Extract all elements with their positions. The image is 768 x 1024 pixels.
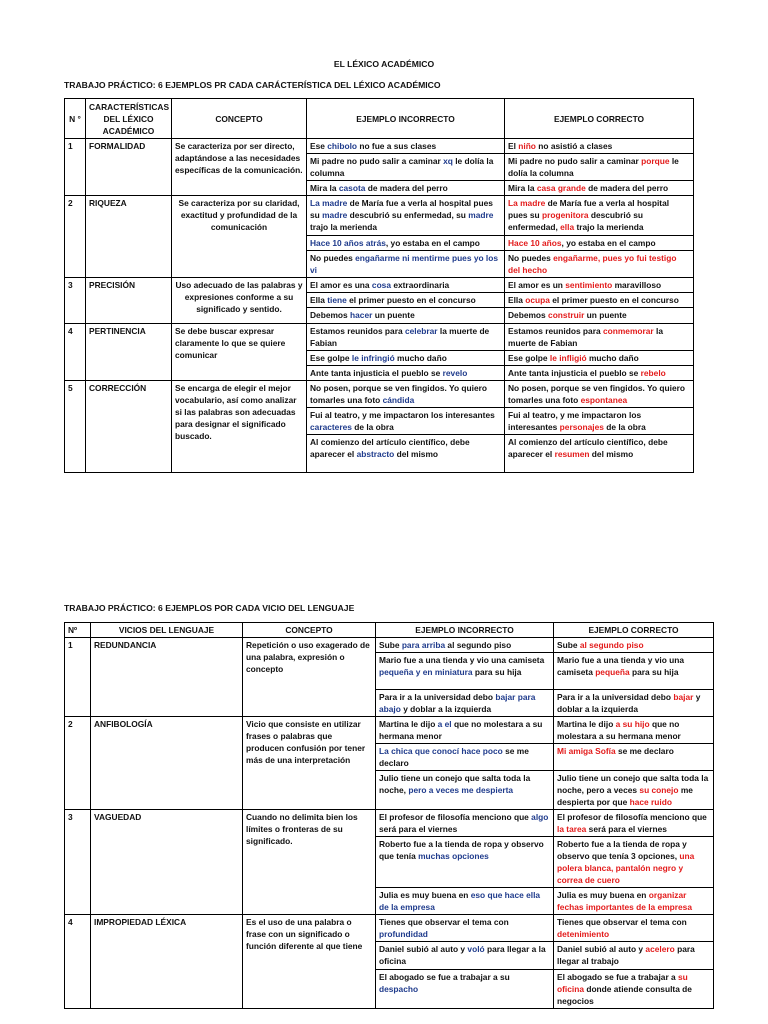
table2-title: TRABAJO PRÁCTICO: 6 EJEMPLOS POR CADA VICIO DEL LENGUAJE: [64, 603, 355, 613]
highlight-incorrect: hacer: [350, 310, 373, 320]
incorrect-example-cell: [307, 408, 505, 435]
text-segment: El profesor de filosofía menciono que: [379, 812, 532, 822]
text-segment: del mismo: [394, 449, 439, 459]
highlight-correct: Mi amiga Sofía: [557, 746, 616, 756]
text-segment: mucho daño: [394, 353, 447, 363]
highlight-incorrect: celebrar: [404, 326, 438, 336]
incorrect-example-cell: [307, 278, 505, 293]
text-segment: Ella: [508, 295, 526, 305]
incorrect-example-cell: [307, 251, 505, 278]
text-segment: para su hija: [629, 667, 679, 677]
text-segment: al segundo piso: [445, 640, 512, 650]
text-segment: de madera del perro: [365, 183, 448, 193]
concept-cell: Cuando no delimita bien los límites o fronteras de su significado.: [243, 810, 376, 915]
highlight-incorrect: madre: [468, 210, 494, 220]
text-segment: El abogado se fue a trabajar a su: [379, 972, 510, 982]
text-segment: Martina le dijo: [557, 719, 616, 729]
concept-cell: Uso adecuado de las palabras y expresiones conforme a su significado y sentido.: [172, 278, 307, 324]
text-segment: Mira la: [508, 183, 537, 193]
correct-example-cell: [554, 837, 714, 888]
header-correct-example: EJEMPLO CORRECTO: [505, 99, 694, 139]
concept-cell: Se encarga de elegir el mejor vocabulario, así como analizar si las palabras son adecuadas para designar el significado buscado.: [172, 381, 307, 473]
text-segment: donde atiende consulta de negocios: [557, 984, 692, 1006]
incorrect-example-cell: [376, 942, 554, 970]
text-segment: Sube: [379, 640, 402, 650]
text-segment: de la obra: [603, 422, 646, 432]
highlight-correct: rebelo: [640, 368, 666, 378]
correct-example-cell: [505, 381, 694, 408]
correct-example-cell: [505, 154, 694, 181]
highlight-correct: ella: [560, 222, 575, 232]
highlight-incorrect: muchas opciones: [418, 851, 489, 861]
text-segment: , yo estaba en el campo: [561, 238, 656, 248]
text-segment: el primer puesto en el concurso: [346, 295, 476, 305]
vicios-table: [64, 622, 714, 1009]
incorrect-example-cell: [307, 293, 505, 308]
highlight-correct: Hace 10 años: [508, 238, 562, 248]
table-row: [65, 139, 694, 154]
highlight-incorrect: revelo: [442, 368, 468, 378]
text-segment: , yo estaba en el campo: [385, 238, 480, 248]
concept-cell: Se caracteriza por su claridad, exactitud y profundidad de la comunicación: [172, 196, 307, 278]
table-row: [65, 381, 694, 408]
highlight-correct: porque: [641, 156, 670, 166]
highlight-correct: espontanea: [580, 395, 628, 405]
highlight-incorrect: algo: [531, 812, 549, 822]
text-segment: Estamos reunidos para: [508, 326, 603, 336]
text-segment: un puente: [584, 310, 627, 320]
text-segment: Ante tanta injusticia el pueblo se: [508, 368, 641, 378]
correct-example-cell: [505, 278, 694, 293]
row-number: 3: [65, 810, 91, 915]
text-segment: la muerte de Fabian: [508, 326, 663, 348]
highlight-incorrect: pequeña y en miniatura: [379, 667, 473, 677]
text-segment: Mi padre no pudo salir a caminar: [508, 156, 642, 166]
text-segment: Estamos reunidos para: [310, 326, 405, 336]
text-segment: Ante tanta injusticia el pueblo se: [310, 368, 443, 378]
text-segment: El: [508, 141, 519, 151]
correct-example-cell: [505, 236, 694, 251]
correct-example-cell: [505, 324, 694, 351]
characteristic-name: PRECISIÓN: [86, 278, 172, 324]
concept-cell: Es el uso de una palabra o frase con un significado o función diferente al que tiene: [243, 915, 376, 1009]
text-segment: mucho daño: [586, 353, 639, 363]
highlight-correct: pequeña: [595, 667, 630, 677]
text-segment: Debemos: [310, 310, 351, 320]
text-segment: Tienes que observar el tema con: [557, 917, 687, 927]
table-row: [65, 915, 714, 942]
highlight-correct: acelero: [645, 944, 675, 954]
highlight-incorrect: voló: [467, 944, 485, 954]
highlight-incorrect: casota: [338, 183, 366, 193]
text-segment: Debemos: [508, 310, 549, 320]
correct-example-cell: [554, 942, 714, 970]
highlight-correct: su oficina: [557, 972, 688, 994]
text-segment: Julio tiene un conejo que salta toda la noche, pero a veces: [557, 773, 709, 795]
correct-example-cell: [554, 771, 714, 810]
text-segment: Mira la: [310, 183, 339, 193]
text-segment: Ella: [310, 295, 328, 305]
incorrect-example-cell: [307, 381, 505, 408]
text-segment: Mi padre no pudo salir a caminar: [310, 156, 444, 166]
highlight-correct: la tarea: [557, 824, 587, 834]
table-row: [65, 196, 694, 236]
text-segment: trajo la merienda: [574, 222, 644, 232]
text-segment: Julio tiene un conejo que salta toda la noche,: [379, 773, 531, 795]
text-segment: de madera del perro: [585, 183, 669, 193]
highlight-correct: engañarme, pues yo fui testigo del hecho: [508, 253, 677, 275]
correct-example-cell: [505, 435, 694, 473]
text-segment: Al comienzo del artículo científico, debe aparecer el: [310, 437, 470, 459]
text-segment: y doblar a la izquierda: [400, 704, 492, 714]
highlight-correct: le infligió: [549, 353, 587, 363]
incorrect-example-cell: [307, 181, 505, 196]
highlight-incorrect: cosa: [371, 280, 391, 290]
incorrect-example-cell: [376, 810, 554, 837]
text-segment: El abogado se fue a trabajar a: [557, 972, 679, 982]
characteristic-name: FORMALIDAD: [86, 139, 172, 196]
row-number: 1: [65, 139, 86, 196]
header-characteristics: CARACTERÍSTICAS DEL LÉXICO ACADÉMICO: [86, 99, 172, 139]
correct-example-cell: [554, 915, 714, 942]
text-segment: Tienes que observar el tema con: [379, 917, 509, 927]
highlight-incorrect: a el: [437, 719, 452, 729]
incorrect-example-cell: [376, 744, 554, 771]
header-correct-example: EJEMPLO CORRECTO: [554, 623, 714, 638]
text-segment: Martina le dijo: [379, 719, 438, 729]
header-incorrect-example: EJEMPLO INCORRECTO: [376, 623, 554, 638]
correct-example-cell: [505, 196, 694, 236]
correct-example-cell: [505, 408, 694, 435]
correct-example-cell: [505, 181, 694, 196]
text-segment: será para el viernes: [586, 824, 667, 834]
incorrect-example-cell: [307, 366, 505, 381]
header-vices: VICIOS DEL LENGUAJE: [91, 623, 243, 638]
text-segment: descubrió su enfermedad,: [508, 210, 643, 232]
text-segment: maravilloso: [612, 280, 662, 290]
correct-example-cell: [554, 653, 714, 690]
text-segment: Para ir a la universidad debo: [557, 692, 674, 702]
header-num: Nº: [65, 623, 91, 638]
text-segment: será para el viernes: [379, 824, 458, 834]
correct-example-cell: [505, 351, 694, 366]
highlight-correct: a su hijo: [615, 719, 650, 729]
lexico-table: [64, 98, 694, 473]
table-row: [65, 717, 714, 744]
incorrect-example-cell: [307, 154, 505, 181]
row-number: 2: [65, 717, 91, 810]
text-segment: Ese golpe: [508, 353, 550, 363]
text-segment: El amor es un: [508, 280, 566, 290]
correct-example-cell: [554, 744, 714, 771]
characteristic-name: CORRECCIÓN: [86, 381, 172, 473]
vice-name: ANFIBOLOGÍA: [91, 717, 243, 810]
text-segment: Al comienzo del artículo científico, debe aparecer el: [508, 437, 668, 459]
text-segment: Mario fue a una tienda y vio una camiseta: [379, 655, 545, 665]
text-segment: de María fue a verla al hospital pues su: [508, 198, 670, 220]
highlight-incorrect: La madre: [310, 198, 348, 208]
text-segment: extraordinaria: [391, 280, 450, 290]
row-number: 1: [65, 638, 91, 717]
highlight-incorrect: le infringió: [351, 353, 395, 363]
highlight-correct: organizar fechas importantes de la empresa: [557, 890, 692, 912]
highlight-incorrect: caracteres: [310, 422, 352, 432]
text-segment: le dolía la columna: [508, 156, 679, 178]
highlight-correct: La madre: [508, 198, 546, 208]
correct-example-cell: [505, 139, 694, 154]
highlight-incorrect: chibolo: [327, 141, 358, 151]
highlight-incorrect: pero a veces me despierta: [408, 785, 514, 795]
incorrect-example-cell: [307, 236, 505, 251]
row-number: 3: [65, 278, 86, 324]
incorrect-example-cell: [376, 690, 554, 717]
text-segment: el primer puesto en el concurso: [549, 295, 679, 305]
text-segment: No puedes: [310, 253, 356, 263]
text-segment: para su hija: [472, 667, 522, 677]
incorrect-example-cell: [376, 638, 554, 653]
text-segment: Fui al teatro, y me impactaron los interesantes: [310, 410, 495, 420]
incorrect-example-cell: [376, 771, 554, 810]
text-segment: de María fue a verla al hospital pues su: [310, 198, 493, 220]
text-segment: la muerte de Fabian: [310, 326, 490, 348]
text-segment: Para ir a la universidad debo: [379, 692, 496, 702]
incorrect-example-cell: [376, 653, 554, 690]
incorrect-example-cell: [376, 837, 554, 888]
incorrect-example-cell: [307, 196, 505, 236]
highlight-correct: una polera blanca, pantalón negro y correa de cuero: [557, 851, 695, 885]
text-segment: Mario fue a una tienda y vio una camiseta: [557, 655, 685, 677]
highlight-correct: hace ruido: [629, 797, 672, 807]
correct-example-cell: [554, 888, 714, 915]
row-number: 5: [65, 381, 86, 473]
header-num: N °: [65, 99, 86, 139]
correct-example-cell: [505, 308, 694, 324]
highlight-correct: niño: [518, 141, 536, 151]
highlight-incorrect: abstracto: [356, 449, 395, 459]
text-segment: Roberto fue a la tienda de ropa y observo que tenía: [379, 839, 544, 861]
incorrect-example-cell: [307, 324, 505, 351]
highlight-correct: resumen: [554, 449, 590, 459]
incorrect-example-cell: [376, 717, 554, 744]
text-segment: descubrió su enfermedad, su: [347, 210, 469, 220]
table1-title: TRABAJO PRÁCTICO: 6 EJEMPLOS PR CADA CARÁCTERÍSTICA DEL LÉXICO ACADÉMICO: [64, 80, 441, 90]
table-row: [65, 324, 694, 351]
incorrect-example-cell: [376, 915, 554, 942]
highlight-incorrect: xq: [443, 156, 453, 166]
highlight-incorrect: para arriba: [401, 640, 446, 650]
highlight-incorrect: cándida: [382, 395, 415, 405]
text-segment: No posen, porque se ven fingidos. Yo quiero tomarles una foto: [310, 383, 487, 405]
text-segment: Ese: [310, 141, 328, 151]
correct-example-cell: [554, 690, 714, 717]
text-segment: para llegar al trabajo: [557, 944, 695, 966]
vice-name: REDUNDANCIA: [91, 638, 243, 717]
highlight-correct: bajar: [673, 692, 694, 702]
characteristic-name: RIQUEZA: [86, 196, 172, 278]
text-segment: Daniel subió al auto y: [379, 944, 468, 954]
table-row: [65, 638, 714, 653]
vice-name: VAGUEDAD: [91, 810, 243, 915]
text-segment: El profesor de filosofía menciono que: [557, 812, 707, 822]
text-segment: Daniel subió al auto y: [557, 944, 646, 954]
highlight-incorrect: profundidad: [379, 929, 428, 939]
incorrect-example-cell: [376, 970, 554, 1009]
text-segment: del mismo: [589, 449, 634, 459]
text-segment: no fue a sus clases: [357, 141, 437, 151]
table-row: [65, 278, 694, 293]
text-segment: No puedes: [508, 253, 554, 263]
text-segment: que no molestara a su hermana menor: [557, 719, 681, 741]
text-segment: Fui al teatro, y me impactaron los interesantes: [508, 410, 642, 432]
highlight-incorrect: eso que hace ella de la empresa: [379, 890, 541, 912]
concept-cell: Repetición o uso exagerado de una palabra, expresión o concepto: [243, 638, 376, 717]
incorrect-example-cell: [307, 435, 505, 473]
correct-example-cell: [554, 970, 714, 1009]
correct-example-cell: [554, 717, 714, 744]
highlight-correct: conmemorar: [602, 326, 654, 336]
row-number: 2: [65, 196, 86, 278]
highlight-incorrect: bajar para abajo: [379, 692, 536, 714]
highlight-incorrect: engañarme ni mentirme pues yo los vi: [310, 253, 499, 275]
text-segment: El amor es una: [310, 280, 372, 290]
text-segment: trajo la merienda: [310, 222, 378, 232]
incorrect-example-cell: [376, 888, 554, 915]
document-title: EL LÉXICO ACADÉMICO: [333, 59, 435, 69]
row-number: 4: [65, 324, 86, 381]
header-incorrect-example: EJEMPLO INCORRECTO: [307, 99, 505, 139]
text-segment: Ese golpe: [310, 353, 352, 363]
correct-example-cell: [505, 366, 694, 381]
highlight-incorrect: Hace 10 años atrás: [310, 238, 386, 248]
text-segment: le dolía la columna: [310, 156, 494, 178]
highlight-correct: personajes: [559, 422, 604, 432]
highlight-incorrect: madre: [322, 210, 348, 220]
highlight-correct: ocupa: [525, 295, 550, 305]
highlight-correct: construir: [548, 310, 585, 320]
correct-example-cell: [554, 638, 714, 653]
header-concept: CONCEPTO: [172, 99, 307, 139]
incorrect-example-cell: [307, 308, 505, 324]
concept-cell: Se caracteriza por ser directo, adaptándose a las necesidades específicas de la comunicación.: [172, 139, 307, 196]
highlight-correct: al segundo piso: [579, 640, 644, 650]
text-segment: Julia es muy buena en: [557, 890, 649, 900]
correct-example-cell: [554, 810, 714, 837]
characteristic-name: PERTINENCIA: [86, 324, 172, 381]
text-segment: y doblar a la izquierda: [557, 692, 701, 714]
vice-name: IMPROPIEDAD LÉXICA: [91, 915, 243, 1009]
highlight-correct: casa grande: [536, 183, 586, 193]
text-segment: de la obra: [351, 422, 394, 432]
text-segment: un puente: [372, 310, 415, 320]
concept-cell: Vicio que consiste en utilizar frases o palabras que producen confusión por tener más de una interpretación: [243, 717, 376, 810]
highlight-incorrect: La chica que conocí hace poco: [379, 746, 503, 756]
highlight-correct: progenitora: [541, 210, 589, 220]
text-segment: me despierta por que: [557, 785, 693, 807]
incorrect-example-cell: [307, 139, 505, 154]
highlight-correct: sentimiento: [565, 280, 613, 290]
table-row: [65, 810, 714, 837]
text-segment: se me declaro: [379, 746, 529, 768]
concept-cell: Se debe buscar expresar claramente lo que se quiere comunicar: [172, 324, 307, 381]
row-number: 4: [65, 915, 91, 1009]
correct-example-cell: [505, 251, 694, 278]
text-segment: Roberto fue a la tienda de ropa y observo que tenía 3 opciones,: [557, 839, 687, 861]
correct-example-cell: [505, 293, 694, 308]
text-segment: Julia es muy buena en: [379, 890, 471, 900]
header-concept: CONCEPTO: [243, 623, 376, 638]
text-segment: No posen, porque se ven fingidos. Yo quiero tomarles una foto: [508, 383, 685, 405]
highlight-correct: detenimiento: [557, 929, 610, 939]
highlight-correct: su conejo: [639, 785, 679, 795]
highlight-incorrect: despacho: [379, 984, 419, 994]
text-segment: se me declaro: [615, 746, 674, 756]
highlight-incorrect: tiene: [327, 295, 347, 305]
incorrect-example-cell: [307, 351, 505, 366]
text-segment: no asistió a clases: [535, 141, 613, 151]
text-segment: Sube: [557, 640, 580, 650]
text-segment: que no molestara a su hermana menor: [379, 719, 543, 741]
text-segment: para llegar a la oficina: [379, 944, 546, 966]
